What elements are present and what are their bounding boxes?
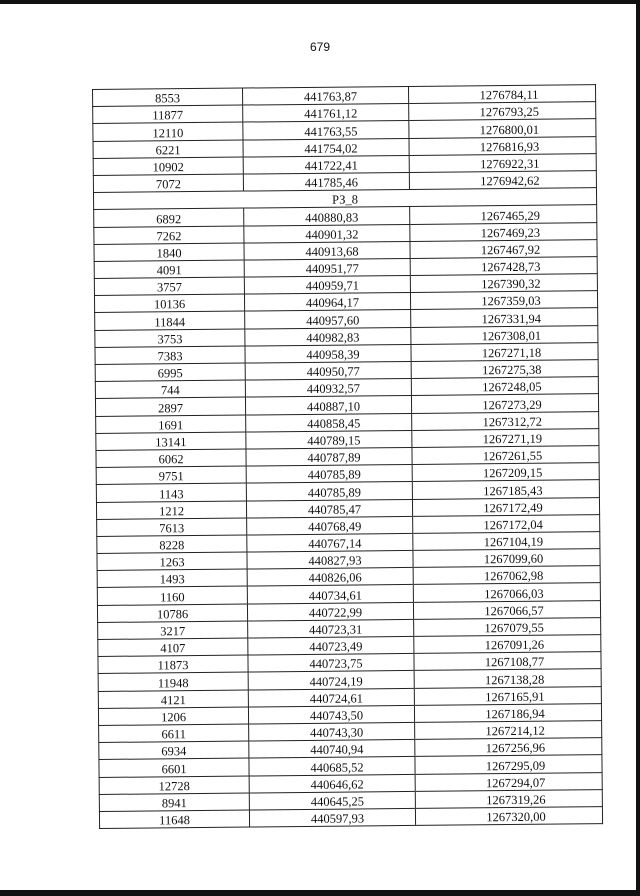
y-coordinate-cell: 1276922,31 [409, 153, 596, 172]
page-edge-top [0, 0, 640, 4]
x-coordinate-cell: 440959,71 [244, 276, 410, 295]
x-coordinate-cell: 440787,89 [246, 447, 412, 466]
y-coordinate-cell: 1267271,19 [412, 428, 599, 447]
y-coordinate-cell: 1267104,19 [413, 532, 600, 551]
point-id-cell: 1143 [96, 483, 246, 502]
point-id-cell: 3753 [95, 329, 245, 348]
y-coordinate-cell: 1267066,57 [413, 600, 600, 619]
point-id-cell: 8553 [93, 88, 243, 107]
x-coordinate-cell: 440858,45 [246, 413, 412, 432]
point-id-cell: 6995 [95, 363, 245, 382]
x-coordinate-cell: 440722,99 [247, 602, 413, 621]
x-coordinate-cell: 440827,93 [247, 551, 413, 570]
coordinates-table [92, 84, 603, 829]
point-id-cell: 11648 [99, 810, 249, 829]
y-coordinate-cell: 1267331,94 [411, 308, 598, 327]
y-coordinate-cell: 1267467,92 [410, 239, 597, 258]
point-id-cell: 8941 [99, 793, 249, 812]
y-coordinate-cell: 1267165,91 [414, 686, 601, 705]
y-coordinate-cell: 1267469,23 [410, 222, 597, 241]
y-coordinate-cell: 1267261,55 [412, 446, 599, 465]
y-coordinate-cell: 1267209,15 [412, 463, 599, 482]
y-coordinate-cell: 1267275,38 [411, 360, 598, 379]
page-number: 679 [309, 40, 331, 54]
x-coordinate-cell: 440887,10 [245, 396, 411, 415]
point-id-cell: 6062 [96, 449, 246, 468]
point-id-cell: 11844 [95, 311, 245, 330]
y-coordinate-cell: 1267294,07 [415, 772, 602, 791]
x-coordinate-cell: 441754,02 [243, 138, 409, 157]
point-id-cell: 10786 [97, 604, 247, 623]
x-coordinate-cell: 440964,17 [244, 293, 410, 312]
x-coordinate-cell: 440957,60 [245, 310, 411, 329]
x-coordinate-cell: 440913,68 [244, 241, 410, 260]
y-coordinate-cell: 1267172,04 [413, 514, 600, 533]
point-id-cell: 6611 [99, 724, 249, 743]
page-edge-bottom [0, 890, 640, 896]
point-id-cell: 2897 [95, 397, 245, 416]
x-coordinate-cell: 440723,75 [248, 654, 414, 673]
x-coordinate-cell: 440982,83 [245, 327, 411, 346]
x-coordinate-cell: 440740,94 [249, 740, 415, 759]
x-coordinate-cell: 440901,32 [244, 224, 410, 243]
y-coordinate-cell: 1276942,62 [409, 171, 596, 190]
section-label: РЗ_8 [93, 188, 596, 210]
point-id-cell: 4091 [94, 260, 244, 279]
y-coordinate-cell: 1267271,18 [411, 342, 598, 361]
point-id-cell: 8228 [97, 535, 247, 554]
table-body-before-section [93, 85, 597, 193]
x-coordinate-cell: 440932,57 [245, 379, 411, 398]
y-coordinate-cell: 1267066,03 [413, 583, 600, 602]
x-coordinate-cell: 441763,87 [242, 86, 408, 105]
table-body-after-section [94, 205, 603, 829]
x-coordinate-cell: 440880,83 [244, 207, 410, 226]
x-coordinate-cell: 440958,39 [245, 344, 411, 363]
point-id-cell: 7383 [95, 346, 245, 365]
y-coordinate-cell: 1267185,43 [412, 480, 599, 499]
y-coordinate-cell: 1267273,29 [411, 394, 598, 413]
x-coordinate-cell: 440950,77 [245, 361, 411, 380]
x-coordinate-cell: 440743,50 [248, 705, 414, 724]
point-id-cell: 1840 [94, 243, 244, 262]
x-coordinate-cell: 440767,14 [247, 533, 413, 552]
point-id-cell: 3217 [98, 621, 248, 640]
y-coordinate-cell: 1267099,60 [413, 549, 600, 568]
x-coordinate-cell: 440768,49 [247, 516, 413, 535]
point-id-cell: 6892 [94, 208, 244, 227]
point-id-cell: 1263 [97, 552, 247, 571]
y-coordinate-cell: 1267062,98 [413, 566, 600, 585]
point-id-cell: 3757 [94, 277, 244, 296]
x-coordinate-cell: 440724,61 [248, 688, 414, 707]
x-coordinate-cell: 441763,55 [243, 121, 409, 140]
y-coordinate-cell: 1267295,09 [415, 755, 602, 774]
point-id-cell: 1493 [97, 569, 247, 588]
point-id-cell: 11877 [93, 105, 243, 124]
point-id-cell: 10902 [93, 157, 243, 176]
x-coordinate-cell: 440646,62 [249, 774, 415, 793]
point-id-cell: 12110 [93, 122, 243, 141]
point-id-cell: 11948 [98, 672, 248, 691]
point-id-cell: 4107 [98, 638, 248, 657]
y-coordinate-cell: 1267172,49 [412, 497, 599, 516]
point-id-cell: 6221 [93, 140, 243, 159]
y-coordinate-cell: 1267428,73 [410, 257, 597, 276]
x-coordinate-cell: 441785,46 [243, 172, 409, 191]
x-coordinate-cell: 440785,47 [246, 499, 412, 518]
point-id-cell: 6601 [99, 758, 249, 777]
x-coordinate-cell: 440685,52 [249, 757, 415, 776]
point-id-cell: 12728 [99, 776, 249, 795]
point-id-cell: 11873 [98, 655, 248, 674]
point-id-cell: 6934 [99, 741, 249, 760]
x-coordinate-cell: 440723,31 [248, 619, 414, 638]
y-coordinate-cell: 1267248,05 [411, 377, 598, 396]
y-coordinate-cell: 1267319,26 [415, 789, 602, 808]
y-coordinate-cell: 1267186,94 [414, 703, 601, 722]
x-coordinate-cell: 441761,12 [243, 104, 409, 123]
y-coordinate-cell: 1267465,29 [410, 205, 597, 224]
point-id-cell: 1691 [96, 415, 246, 434]
y-coordinate-cell: 1267108,77 [414, 652, 601, 671]
x-coordinate-cell: 440789,15 [246, 430, 412, 449]
y-coordinate-cell: 1267256,96 [415, 738, 602, 757]
y-coordinate-cell: 1267308,01 [411, 325, 598, 344]
x-coordinate-cell: 440734,61 [247, 585, 413, 604]
y-coordinate-cell: 1276793,25 [409, 102, 596, 121]
y-coordinate-cell: 1267091,26 [414, 635, 601, 654]
page-edge-right [636, 0, 640, 896]
point-id-cell: 7262 [94, 226, 244, 245]
y-coordinate-cell: 1267359,03 [410, 291, 597, 310]
point-id-cell: 4121 [98, 690, 248, 709]
x-coordinate-cell: 440597,93 [249, 808, 415, 827]
point-id-cell: 1212 [96, 501, 246, 520]
y-coordinate-cell: 1276800,01 [409, 119, 596, 138]
y-coordinate-cell: 1267079,55 [414, 617, 601, 636]
x-coordinate-cell: 440743,30 [249, 722, 415, 741]
x-coordinate-cell: 441722,41 [243, 155, 409, 174]
point-id-cell: 744 [95, 380, 245, 399]
x-coordinate-cell: 440724,19 [248, 671, 414, 690]
y-coordinate-cell: 1267214,12 [415, 721, 602, 740]
point-id-cell: 7613 [97, 518, 247, 537]
x-coordinate-cell: 440785,89 [246, 465, 412, 484]
coordinates-table-wrapper [92, 84, 602, 829]
point-id-cell: 1160 [97, 586, 247, 605]
x-coordinate-cell: 440645,25 [249, 791, 415, 810]
point-id-cell: 13141 [96, 432, 246, 451]
y-coordinate-cell: 1276784,11 [408, 85, 595, 104]
point-id-cell: 10136 [94, 294, 244, 313]
point-id-cell: 7072 [93, 174, 243, 193]
x-coordinate-cell: 440826,06 [247, 568, 413, 587]
x-coordinate-cell: 440723,49 [248, 636, 414, 655]
y-coordinate-cell: 1267320,00 [415, 807, 602, 826]
point-id-cell: 9751 [96, 466, 246, 485]
y-coordinate-cell: 1276816,93 [409, 136, 596, 155]
y-coordinate-cell: 1267312,72 [412, 411, 599, 430]
x-coordinate-cell: 440785,89 [246, 482, 412, 501]
x-coordinate-cell: 440951,77 [244, 258, 410, 277]
y-coordinate-cell: 1267138,28 [414, 669, 601, 688]
point-id-cell: 1206 [98, 707, 248, 726]
y-coordinate-cell: 1267390,32 [410, 274, 597, 293]
